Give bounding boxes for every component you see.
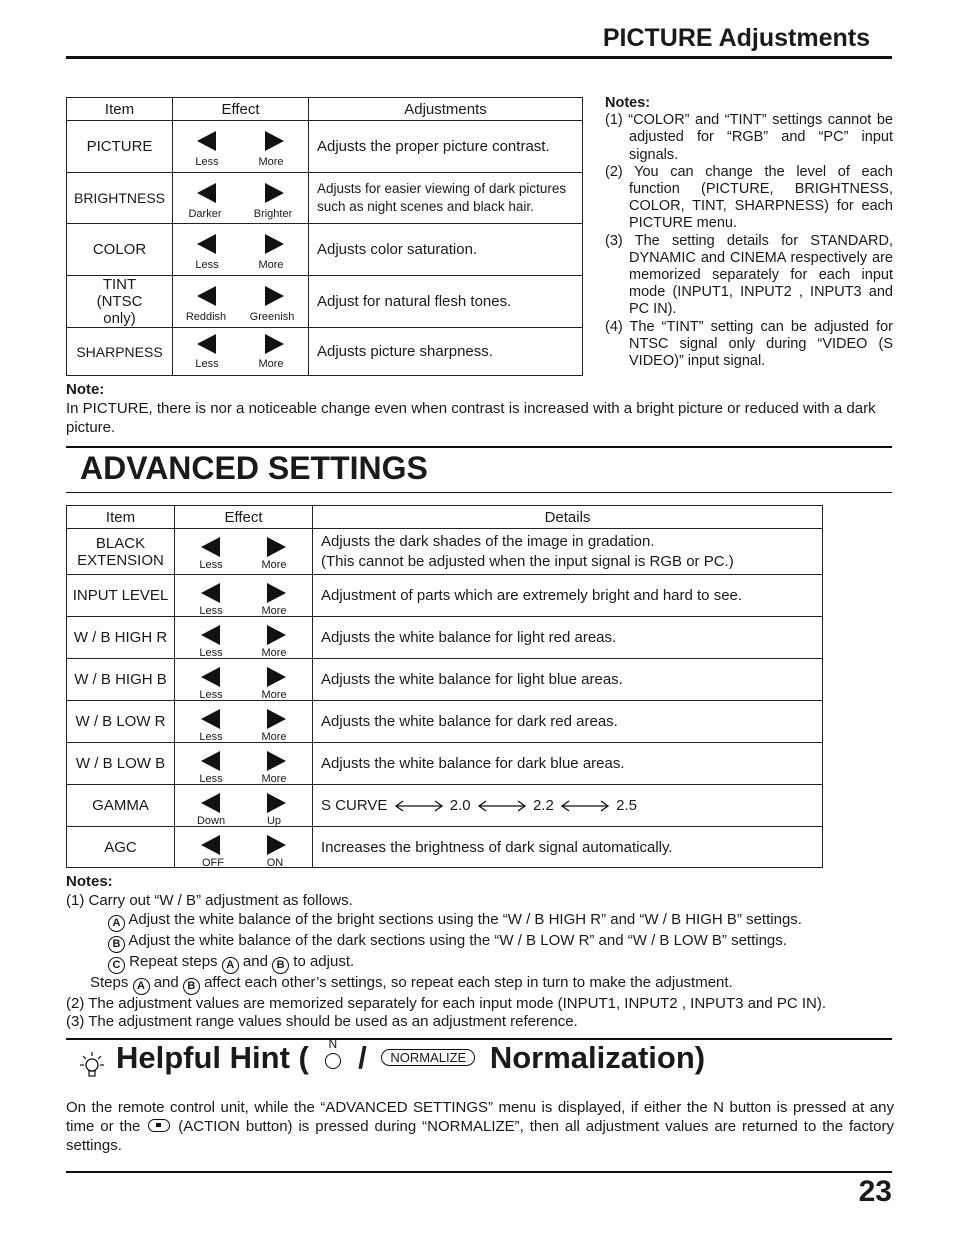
note-item: (3) The adjustment range values should be used as an adjustment reference. xyxy=(66,1013,578,1031)
hint-paragraph xyxy=(66,1098,894,1155)
effect-cell xyxy=(175,743,313,785)
less-label: Less xyxy=(199,689,223,701)
gamma-value: 2.0 xyxy=(449,797,471,814)
col-header-item: Item xyxy=(67,98,173,121)
item-cell: COLOR xyxy=(67,224,173,276)
table-row xyxy=(67,328,583,376)
table-row xyxy=(67,785,823,827)
note-item: (1) Carry out “W / B” adjustment as follows. xyxy=(66,891,353,909)
details-cell xyxy=(313,529,823,575)
notes-title: Notes: xyxy=(605,95,651,111)
darker-label: Darker xyxy=(188,208,222,220)
gamma-value: S CURVE xyxy=(321,797,388,814)
right-arrow-icon xyxy=(267,625,286,645)
double-arrow-icon xyxy=(394,800,444,812)
item-cell: AGC xyxy=(67,827,175,868)
effect-cell xyxy=(173,121,309,173)
step-b-marker-icon: B xyxy=(272,957,289,974)
item-cell: W / B LOW B xyxy=(67,743,175,785)
action-button-icon xyxy=(148,1119,170,1132)
left-arrow-icon xyxy=(197,334,216,354)
less-label: Less xyxy=(195,259,219,271)
left-arrow-icon xyxy=(197,234,216,254)
step-a-text: Adjust the white balance of the bright sections using the “W / B HIGH R” and “W / B HIGH B” settings. xyxy=(128,910,802,928)
table-row xyxy=(67,743,823,785)
hint-prefix: Helpful Hint ( xyxy=(116,1040,309,1075)
effect-cell xyxy=(175,659,313,701)
hint-text: On the remote control unit, while the “ADVANCED SETTINGS” menu is displayed, if either the N button is pressed at any time or the xyxy=(66,1099,894,1135)
item-cell: SHARPNESS xyxy=(67,328,173,376)
step-b xyxy=(66,932,896,953)
less-label: Less xyxy=(195,358,219,370)
right-arrow-icon xyxy=(267,793,286,813)
less-label: Less xyxy=(199,605,223,617)
advanced-settings-title: ADVANCED SETTINGS xyxy=(80,450,428,486)
step-b-marker-icon: B xyxy=(108,936,125,953)
effect-cell xyxy=(175,575,313,617)
left-arrow-icon xyxy=(201,625,220,645)
double-arrow-icon xyxy=(477,800,527,812)
greenish-label: Greenish xyxy=(249,311,295,323)
step-a-marker-icon: A xyxy=(222,957,239,974)
item-cell: GAMMA xyxy=(67,785,175,827)
less-label: Less xyxy=(199,773,223,785)
item-cell: W / B HIGH B xyxy=(67,659,175,701)
steps-text: affect each other’s settings, so repeat each step in turn to make the adjustment. xyxy=(204,973,733,991)
table-row xyxy=(67,529,823,575)
effect-cell xyxy=(175,701,313,743)
lightbulb-icon xyxy=(76,1048,108,1086)
table-row xyxy=(67,827,823,868)
left-arrow-icon xyxy=(201,537,220,557)
table-row xyxy=(67,575,823,617)
page-number: 23 xyxy=(858,1175,892,1208)
table-row xyxy=(67,224,583,276)
section-header: PICTURE Adjustments xyxy=(602,24,870,52)
details-text: Adjusts the dark shades of the image in gradation. xyxy=(321,532,655,550)
picture-notes xyxy=(605,95,893,370)
section-rule xyxy=(66,446,892,448)
right-arrow-icon xyxy=(267,709,286,729)
steps-text: and xyxy=(153,973,179,991)
left-arrow-icon xyxy=(197,286,216,306)
header-rule xyxy=(66,56,892,59)
item-cell: TINT (NTSC only) xyxy=(67,276,173,328)
right-arrow-icon xyxy=(265,234,284,254)
right-arrow-icon xyxy=(265,286,284,306)
left-arrow-icon xyxy=(201,793,220,813)
note-item: (4) The “TINT” setting can be adjusted for NTSC signal only during “VIDEO (S VIDEO)” input signal. xyxy=(605,318,893,370)
left-arrow-icon xyxy=(197,131,216,151)
right-arrow-icon xyxy=(267,835,286,855)
details-text: Adjusts the white balance for dark red areas. xyxy=(313,701,823,743)
adjustment-text: Adjusts the proper picture contrast. xyxy=(309,121,583,173)
step-c-marker-icon: C xyxy=(108,957,125,974)
brighter-label: Brighter xyxy=(253,208,293,220)
off-label: OFF xyxy=(202,857,224,869)
details-text: Adjusts the white balance for light blue areas. xyxy=(313,659,823,701)
details-text: Adjusts the white balance for light red areas. xyxy=(313,617,823,659)
right-arrow-icon xyxy=(267,751,286,771)
steps-note xyxy=(66,974,896,995)
right-arrow-icon xyxy=(267,537,286,557)
item-cell: INPUT LEVEL xyxy=(67,575,175,617)
effect-cell xyxy=(175,785,313,827)
step-a xyxy=(66,911,896,932)
item-cell: BLACK EXTENSION xyxy=(67,529,175,575)
left-arrow-icon xyxy=(201,709,220,729)
details-text: Adjustment of parts which are extremely bright and hard to see. xyxy=(313,575,823,617)
n-button-icon xyxy=(323,1037,343,1071)
note-item: (2) The adjustment values are memorized separately for each input mode (INPUT1, INPUT2 , INPUT3 and PC IN). xyxy=(66,994,827,1012)
note-item: (3) The setting details for STANDARD, DYNAMIC and CINEMA respectively are memorized separately for each input mode (INPUT1, INPUT2 , INPUT3 and PC IN). xyxy=(605,232,893,318)
picture-table xyxy=(66,97,583,376)
right-arrow-icon xyxy=(265,183,284,203)
more-label: More xyxy=(261,689,287,701)
right-arrow-icon xyxy=(267,667,286,687)
left-arrow-icon xyxy=(201,667,220,687)
table-row xyxy=(67,701,823,743)
step-b-text: Adjust the white balance of the dark sections using the “W / B LOW R” and “W / B LOW B” settings. xyxy=(128,931,787,949)
up-label: Up xyxy=(266,815,282,827)
item-cell: PICTURE xyxy=(67,121,173,173)
col-header-adjustments: Adjustments xyxy=(309,98,583,121)
note-title: Note: xyxy=(66,381,105,398)
down-label: Down xyxy=(196,815,226,827)
table-row xyxy=(67,173,583,224)
more-label: More xyxy=(261,605,287,617)
table-row xyxy=(67,121,583,173)
details-text: Adjusts the white balance for dark blue areas. xyxy=(313,743,823,785)
steps-text: Steps xyxy=(90,973,129,991)
col-header-details: Details xyxy=(313,506,823,529)
title-underline xyxy=(66,492,892,493)
step-b-marker-icon: B xyxy=(183,978,200,995)
adjustment-text: Adjust for natural flesh tones. xyxy=(309,276,583,328)
right-arrow-icon xyxy=(265,131,284,151)
more-label: More xyxy=(261,731,287,743)
right-arrow-icon xyxy=(267,583,286,603)
less-label: Less xyxy=(199,559,223,571)
left-arrow-icon xyxy=(201,835,220,855)
col-header-effect: Effect xyxy=(175,506,313,529)
normalize-button-icon: NORMALIZE xyxy=(381,1049,475,1066)
gamma-cell xyxy=(313,785,823,827)
advanced-table xyxy=(66,505,823,868)
col-header-effect: Effect xyxy=(173,98,309,121)
left-arrow-icon xyxy=(197,183,216,203)
note-item: (1) “COLOR” and “TINT” settings cannot be adjusted for “RGB” and “PC” input signals. xyxy=(605,112,893,163)
effect-cell xyxy=(173,276,309,328)
step-c-text: and xyxy=(242,952,268,970)
less-label: Less xyxy=(195,156,219,168)
effect-cell xyxy=(173,173,309,224)
footer-rule xyxy=(66,1171,892,1173)
effect-cell xyxy=(175,529,313,575)
effect-cell xyxy=(175,827,313,868)
note-text: In PICTURE, there is nor a noticeable change even when contrast is increased with a bright picture or reduced with a dark picture. xyxy=(66,400,876,436)
note-item: (2) You can change the level of each function (PICTURE, BRIGHTNESS, COLOR, TINT, SHARPNESS) for each PICTURE menu. xyxy=(605,163,893,232)
less-label: Less xyxy=(199,731,223,743)
adjustment-text: Adjusts color saturation. xyxy=(309,224,583,276)
reddish-label: Reddish xyxy=(185,311,227,323)
hint-suffix: Normalization) xyxy=(489,1040,706,1075)
table-row xyxy=(67,617,823,659)
picture-note xyxy=(66,380,896,437)
helpful-hint-title xyxy=(116,1037,706,1076)
hint-slash: / xyxy=(358,1040,367,1075)
step-c xyxy=(66,953,896,974)
gamma-value: 2.5 xyxy=(616,797,638,814)
col-header-item: Item xyxy=(67,506,175,529)
adjustment-text: Adjusts picture sharpness. xyxy=(309,328,583,376)
hint-text: (ACTION button) is pressed during “NORMALIZE”, then all adjustment values are returned to the factory settings. xyxy=(66,1118,895,1154)
step-c-text: to adjust. xyxy=(293,952,355,970)
effect-cell xyxy=(175,617,313,659)
n-label: N xyxy=(328,1037,338,1051)
details-text: (This cannot be adjusted when the input signal is RGB or PC.) xyxy=(321,552,734,570)
more-label: More xyxy=(258,156,284,168)
gamma-value: 2.2 xyxy=(532,797,554,814)
effect-cell xyxy=(173,224,309,276)
more-label: More xyxy=(258,259,284,271)
notes-title: Notes: xyxy=(66,873,113,890)
details-text: Increases the brightness of dark signal automatically. xyxy=(313,827,823,868)
more-label: More xyxy=(261,559,287,571)
table-row xyxy=(67,276,583,328)
table-row xyxy=(67,659,823,701)
step-a-marker-icon: A xyxy=(108,915,125,932)
more-label: More xyxy=(258,358,284,370)
advanced-notes xyxy=(66,873,896,1032)
right-arrow-icon xyxy=(265,334,284,354)
item-cell: W / B HIGH R xyxy=(67,617,175,659)
double-arrow-icon xyxy=(560,800,610,812)
item-cell: BRIGHTNESS xyxy=(67,173,173,224)
adjustment-text: Adjusts for easier viewing of dark pictures such as night scenes and black hair. xyxy=(309,173,583,224)
more-label: More xyxy=(261,773,287,785)
item-cell: W / B LOW R xyxy=(67,701,175,743)
less-label: Less xyxy=(199,647,223,659)
left-arrow-icon xyxy=(201,751,220,771)
step-c-text: Repeat steps xyxy=(129,952,218,970)
step-a-marker-icon: A xyxy=(133,978,150,995)
n-circle xyxy=(325,1053,341,1069)
left-arrow-icon xyxy=(201,583,220,603)
effect-cell xyxy=(173,328,309,376)
more-label: More xyxy=(261,647,287,659)
on-label: ON xyxy=(266,857,284,869)
